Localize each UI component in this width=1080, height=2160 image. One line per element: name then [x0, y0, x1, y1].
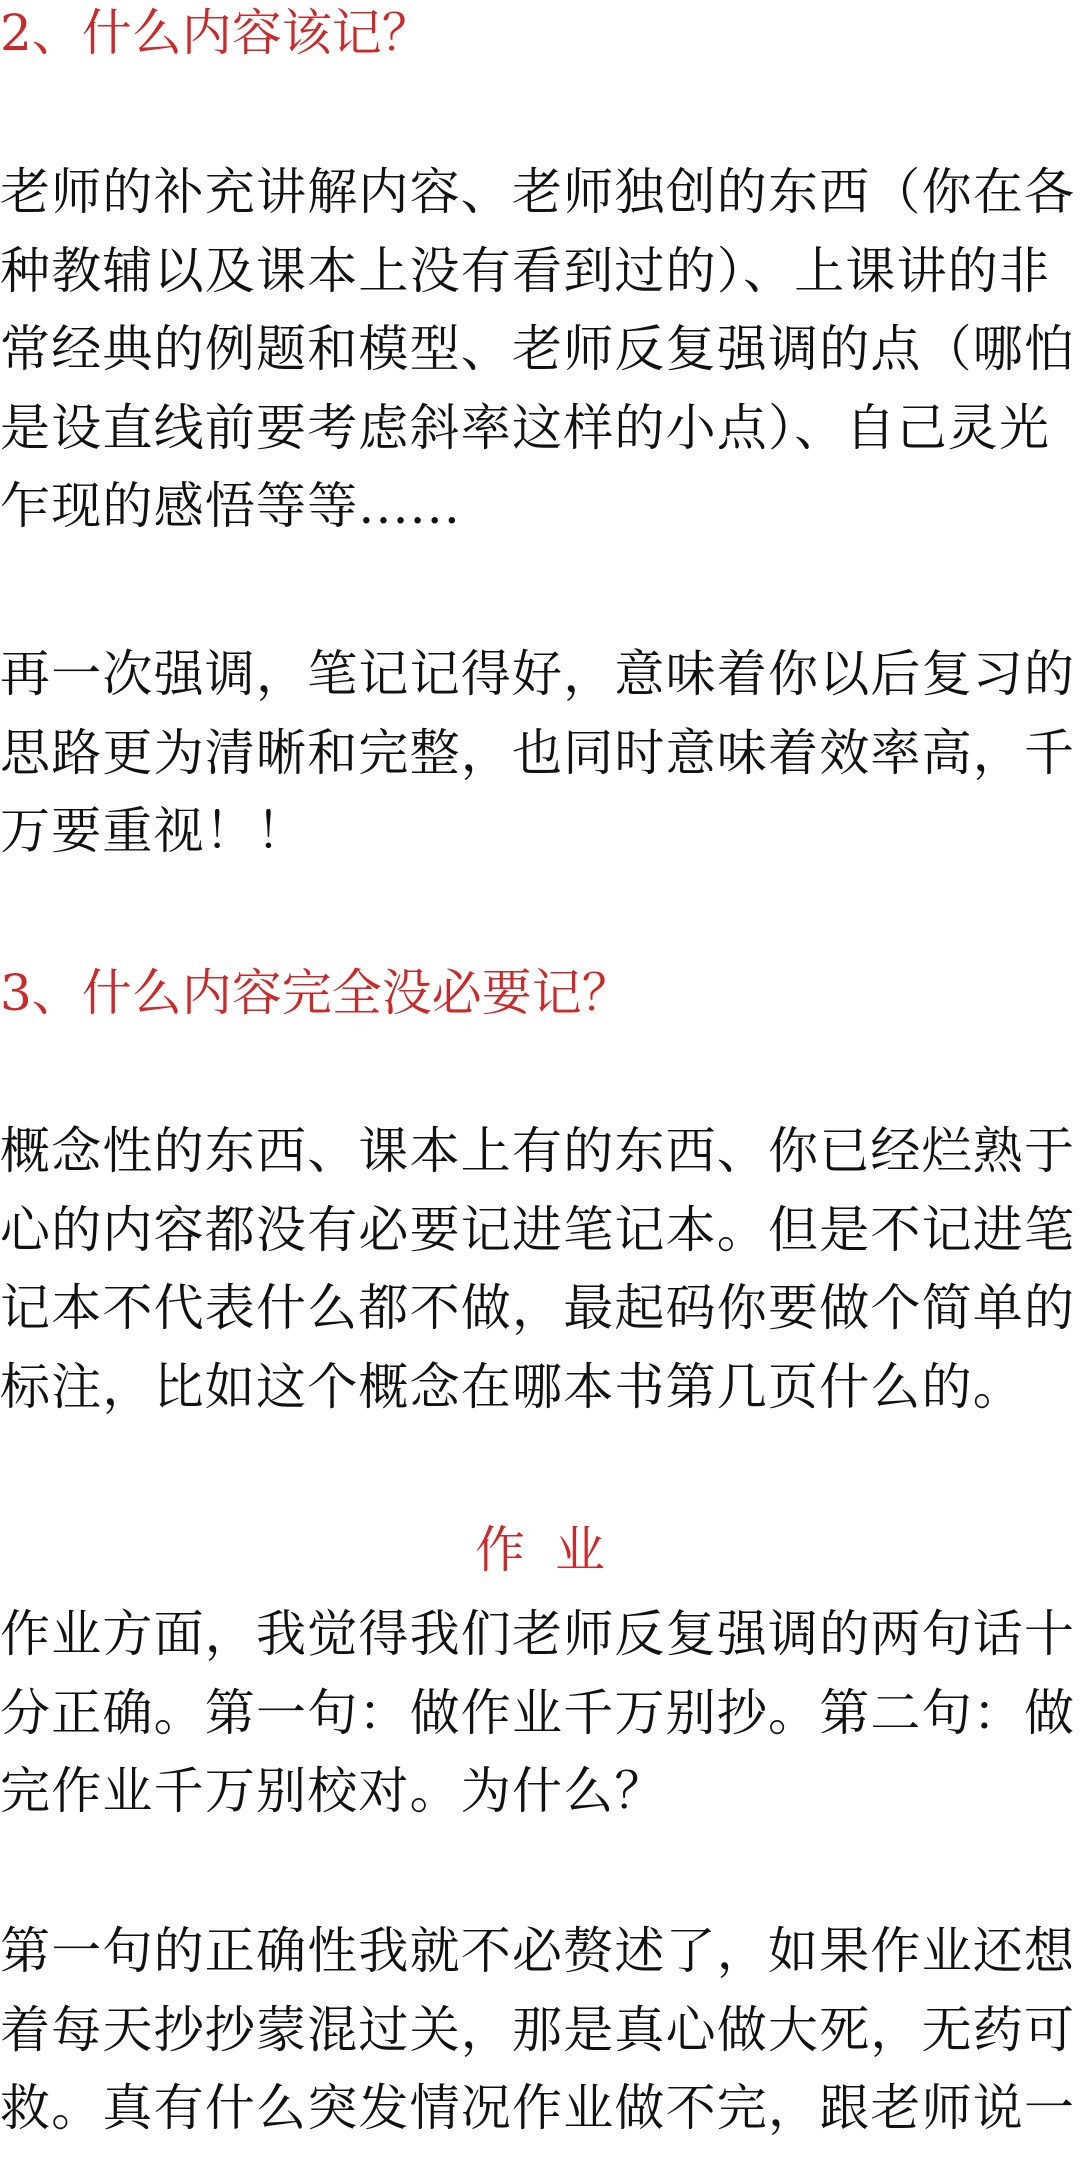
heading-what-to-note: 2、什么内容该记？ — [0, 4, 432, 62]
text-line: 心的内容都没有必要记进笔记本。但是不记进笔 — [0, 1200, 1076, 1259]
paragraph-what-to-note — [0, 153, 1080, 546]
text-line: 完作业千万别校对。为什么？ — [0, 1762, 666, 1821]
text-line: 分正确。第一句：做作业千万别抄。第二句：做 — [0, 1683, 1076, 1742]
text-line: 着每天抄抄蒙混过关，那是真心做大死，无药可 — [0, 2000, 1076, 2059]
text-line: 概念性的东西、课本上有的东西、你已经烂熟于 — [0, 1122, 1076, 1180]
paragraph-homework-intro — [0, 1595, 1080, 1831]
text-line: 记本不代表什么都不做，最起码你要做个简单的 — [0, 1279, 1076, 1338]
text-line: 再一次强调，笔记记得好，意味着你以后复习的 — [0, 645, 1076, 703]
paragraph-emphasis — [0, 635, 1080, 871]
text-line: 是设直线前要考虑斜率这样的小点）、自己灵光 — [0, 398, 1051, 457]
text-line: 老师的补充讲解内容、老师独创的东西（你在各 — [0, 163, 1076, 221]
text-line: 标注，比如这个概念在哪本书第几页什么的。 — [0, 1357, 1024, 1416]
text-line: 救。真有什么突发情况作业做不完，跟老师说一 — [0, 2079, 1076, 2138]
text-line: 第一句的正确性我就不必赘述了，如果作业还想 — [0, 1922, 1076, 1980]
text-line: 乍现的感悟等等...... — [0, 477, 461, 536]
paragraph-what-not-to-note — [0, 1112, 1080, 1426]
heading-what-not-to-note: 3、什么内容完全没必要记？ — [0, 964, 632, 1022]
text-line: 作业方面，我觉得我们老师反复强调的两句话十 — [0, 1605, 1076, 1663]
text-line: 常经典的例题和模型、老师反复强调的点（哪怕 — [0, 320, 1076, 379]
paragraph-homework-first-rule — [0, 1912, 1080, 2148]
text-line: 万要重视！！ — [0, 802, 308, 861]
text-line: 种教辅以及课本上没有看到过的）、上课讲的非 — [0, 241, 1051, 300]
text-line: 思路更为清晰和完整，也同时意味着效率高，千 — [0, 723, 1076, 782]
section-title-homework: 作业 — [475, 1521, 635, 1579]
